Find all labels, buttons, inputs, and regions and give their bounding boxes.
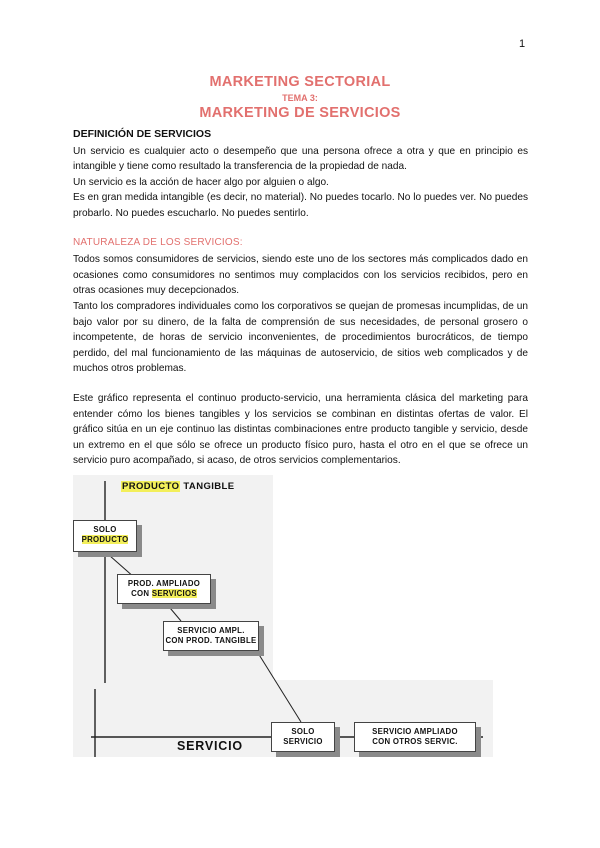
page-number: 1 [519, 38, 526, 50]
body-text [73, 127, 528, 469]
box-line: SOLO [291, 727, 315, 736]
paragraph: Un servicio es la acción de hacer algo por alguien o algo. [73, 176, 329, 188]
product-service-continuum-diagram [73, 475, 493, 757]
box-producto-ampliado [117, 574, 211, 604]
axis-label-product [121, 481, 234, 492]
paragraph: Es en gran medida intangible (es decir, no material). No puedes tocarlo. No lo puedes ver. No puedes probarlo. No puedes escucharlo. No puedes sentirlo. [73, 192, 528, 219]
box-line-highlight: PRODUCTO [81, 535, 129, 544]
box-solo-producto [73, 520, 137, 552]
box-line: CON OTROS SERVIC. [372, 737, 458, 746]
box-line: SOLO [93, 525, 117, 534]
title-block [0, 74, 600, 121]
diagram-background [73, 475, 493, 757]
box-line: CON PROD. TANGIBLE [165, 636, 257, 645]
unit-title: MARKETING DE SERVICIOS [199, 105, 401, 121]
paragraph: Este gráfico representa el continuo producto-servicio, una herramienta clásica del marketing para entender cómo los bienes tangibles y los servicios se combinan en distintas ofertas de valor. El gráfico sitúa en un eje continuo las distintas combinaciones entre producto tangible y servicio, desde un extremo en el que sólo se ofrece un producto físico puro, hasta el otro en el que se ofrece un servicio puro acompañado, si acaso, de otros servicios complementarios. [73, 392, 528, 467]
box-solo-servicio [271, 722, 335, 752]
paragraph: Tanto los compradores individuales como los corporativos se quejan de promesas incumplidas, de un bajo valor por su dinero, de la falta de comprensión de sus necesidades, de personal grosero o incompetente, de horas de servicio inconvenientes, de procedimientos burocráticos, de tiempo perdido, del mal funcionamiento de las máquinas de autoservicio, de sitios web complicados y de muchos otros problemas. [73, 300, 528, 375]
box-line: CON [131, 589, 152, 598]
paragraph: Un servicio es cualquier acto o desempeño que una persona ofrece a otra y que en principio es intangible y tiene como resultado la transferencia de la propiedad de nada. [73, 145, 528, 173]
box-servicio-ampliado-producto [163, 621, 259, 651]
box-line: SERVICIO AMPL. [177, 626, 245, 635]
box-line-highlight: SERVICIOS [151, 589, 197, 598]
box-line: PROD. AMPLIADO [127, 579, 201, 588]
axis-label-highlight: PRODUCTO [122, 481, 180, 492]
axis-label-service: SERVICIO [177, 739, 243, 753]
box-line: SERVICIO [283, 737, 323, 746]
box-servicio-ampliado [354, 722, 476, 752]
axis-label-rest: TANGIBLE [180, 481, 235, 492]
box-line: SERVICIO AMPLIADO [372, 727, 458, 736]
document-title: MARKETING SECTORIAL [209, 74, 391, 90]
topic-label: TEMA 3: [282, 93, 318, 103]
section-heading-naturaleza: NATURALEZA DE LOS SERVICIOS: [73, 236, 243, 248]
section-heading-definicion: DEFINICIÓN DE SERVICIOS [73, 128, 212, 140]
paragraph: Todos somos consumidores de servicios, siendo este uno de los sectores más complicados dado en ocasiones como consumidores no sentimos muy complacidos con los servicios recibidos, pero en otras ocasiones muy decepcionados. [73, 254, 528, 297]
